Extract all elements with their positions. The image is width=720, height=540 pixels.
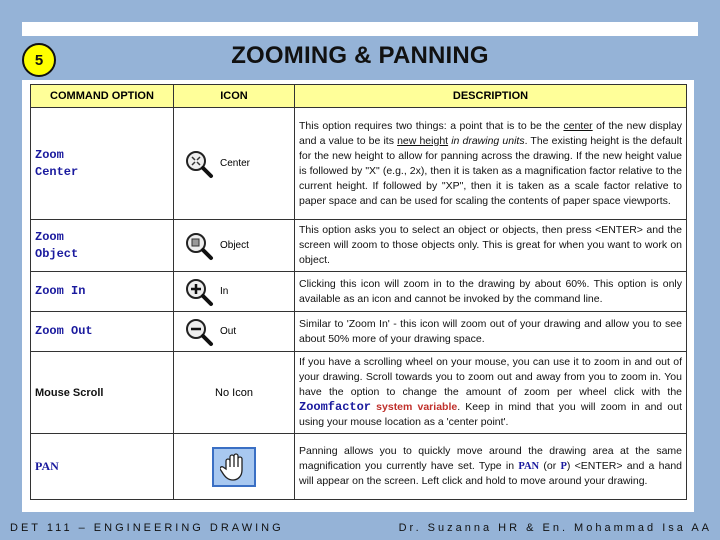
desc-underline: new height (397, 134, 449, 147)
zoom-center-icon (184, 149, 214, 179)
command-name: Mouse Scroll (35, 386, 104, 399)
icon-label: Out (220, 326, 237, 337)
slide-number-badge: 5 (22, 43, 56, 77)
zoomfactor-variable: Zoomfactor (299, 400, 372, 414)
pan-hand-icon (212, 447, 256, 487)
desc-text: . Keep in mind that you will zoom in and out using your mouse location as a 'center point'. (299, 401, 682, 428)
command-name: Zoom (35, 229, 64, 244)
icon-cell (174, 312, 295, 352)
desc-text: If you have a scrolling wheel on your mouse, you can use it to zoom in and out of your drawing. Scroll towards you to zoom out and away from you to zoom in. You have the option to change the amount of zoom per wheel click with the (299, 356, 682, 398)
icon-cell (174, 352, 295, 434)
table-row (31, 272, 687, 312)
desc-text: . The existing height is the default for the new height to allow for panning across the drawing. If the new height value is followed by "X" (e.g., 2x), then it is taken as a magnification factor relative to the current height. If followed by "XP", then it is taken as a scale factor relative to paper space and can be used for scaling the contents of paper space viewports. (299, 134, 683, 207)
description-cell (295, 108, 687, 220)
table-row (31, 108, 687, 220)
icon-label: No Icon (215, 386, 253, 399)
command-cell (31, 108, 174, 220)
zoom-out-icon (184, 317, 214, 347)
desc-text: Panning allows you to quickly move around the drawing area at the same magnification you currently have set. Type in (299, 445, 682, 472)
icon-cell (174, 220, 295, 272)
table-row (31, 434, 687, 500)
description-cell: This option asks you to select an object or objects, then press <ENTER> and the screen will zoom to those objects only. This is great for when you want to work on object. (295, 220, 687, 272)
top-white-bar (22, 22, 698, 36)
table-row (31, 352, 687, 434)
header-command-option: COMMAND OPTION (31, 85, 174, 108)
zoom-object-icon (184, 231, 214, 261)
desc-text: (or (539, 460, 561, 472)
icon-label: Object (220, 240, 249, 251)
desc-italic: in drawing units (451, 134, 525, 147)
icon-cell (174, 108, 295, 220)
command-name: Zoom Out (35, 324, 93, 338)
command-name: Center (35, 164, 79, 179)
icon-cell (174, 434, 295, 500)
description-cell: Clicking this icon will zoom in to the drawing by about 60%. This option is only available as an icon and cannot be invoked by the command line. (295, 272, 687, 312)
icon-label: Center (220, 158, 251, 169)
header-icon: ICON (174, 85, 295, 108)
command-cell (31, 352, 174, 434)
system-variable-text: system variable (376, 401, 458, 413)
desc-text: of the new display and a value to be its (299, 119, 682, 147)
commands-table (30, 84, 687, 500)
command-cell (31, 434, 174, 500)
desc-underline: center (563, 119, 593, 132)
description-cell (295, 352, 687, 434)
table-row (31, 312, 687, 352)
command-name: Object (35, 246, 79, 261)
header-description: DESCRIPTION (295, 85, 687, 108)
pan-keyword: PAN (518, 461, 540, 472)
description-cell (295, 434, 687, 500)
command-cell (31, 220, 174, 272)
command-name: PAN (35, 459, 59, 473)
table-panel (22, 80, 694, 512)
command-name: Zoom (35, 147, 64, 162)
icon-label: In (220, 286, 229, 297)
table-row (31, 220, 687, 272)
header-row (31, 85, 687, 108)
icon-cell (174, 272, 295, 312)
p-keyword: P (560, 461, 567, 472)
desc-text: This option requires two things: a point that is to be the (299, 119, 564, 132)
footer-authors: Dr. Suzanna HR & En. Mohammad Isa AA (398, 522, 712, 534)
footer-course: DET 111 – ENGINEERING DRAWING (10, 522, 284, 534)
desc-text: ) <ENTER> and a hand will appear on the screen. Left click and hold to move around your drawing. (299, 460, 683, 487)
command-name: Zoom In (35, 284, 86, 298)
zoom-in-icon (184, 277, 214, 307)
command-cell (31, 272, 174, 312)
command-cell (31, 312, 174, 352)
slide-title: ZOOMING & PANNING (231, 42, 489, 69)
description-cell: Similar to 'Zoom In' - this icon will zoom out of your drawing and allow you to see about 50% more of your drawing space. (295, 312, 687, 352)
